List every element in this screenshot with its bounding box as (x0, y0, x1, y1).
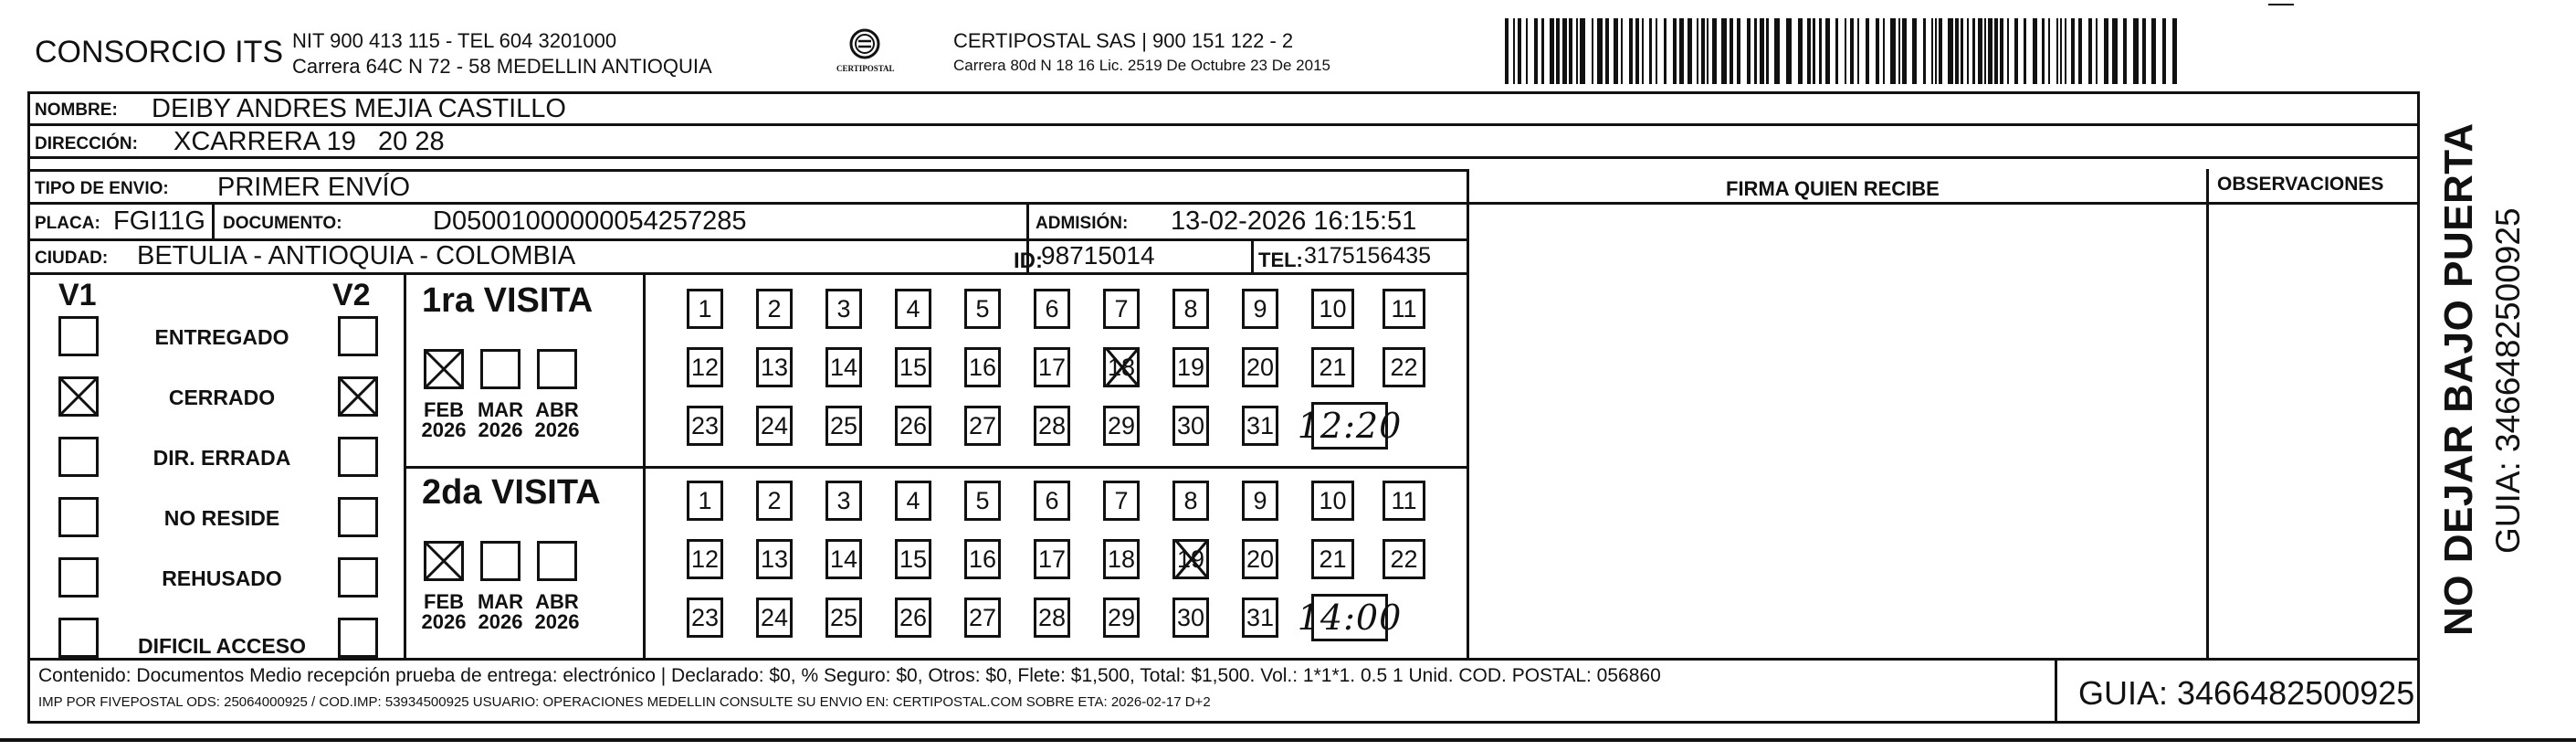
visit-2-day-7[interactable]: 7 (1103, 481, 1140, 521)
visit-2-day-27[interactable]: 27 (964, 598, 1001, 638)
visit-1-day-27[interactable]: 27 (964, 406, 1001, 446)
status-label-no-reside: NO RESIDE (163, 506, 280, 530)
barcode-bar (1786, 18, 1792, 84)
barcode-bar (1513, 18, 1515, 84)
v1-checkbox-cerrado[interactable] (58, 376, 99, 417)
signature-header: FIRMA QUIEN RECIBE (1726, 177, 1940, 200)
barcode-bar (2065, 18, 2066, 84)
barcode-bar (1766, 18, 1769, 84)
month-name: ABR (535, 398, 579, 421)
visit-2-day-1[interactable]: 1 (687, 481, 723, 521)
company-info-line1: NIT 900 413 115 - TEL 604 3201000 (292, 29, 617, 52)
barcode-bar (1845, 18, 1846, 84)
v1-checkbox-dificil-acceso[interactable] (58, 618, 99, 658)
visit-2-day-3[interactable]: 3 (825, 481, 862, 521)
barcode-bar (1518, 18, 1521, 84)
month-name: FEB (424, 398, 464, 421)
visit-2-day-17[interactable]: 17 (1034, 539, 1070, 579)
barcode-bar (1562, 18, 1567, 84)
barcode-bar (1697, 18, 1698, 84)
barcode-bar (1629, 18, 1633, 84)
visit-2-month-label (418, 592, 469, 632)
barcode-bar (1656, 18, 1657, 84)
visit-1-day-15[interactable]: 15 (895, 347, 931, 387)
company-info-line2: Carrera 64C N 72 - 58 MEDELLIN ANTIOQUIA (292, 55, 712, 78)
no-dejar-warning: NO DEJAR BAJO PUERTA (2436, 122, 2481, 636)
visit-1-day-14[interactable]: 14 (825, 347, 862, 387)
city-label: CIUDAD: (35, 249, 109, 268)
visit-2-day-8[interactable]: 8 (1172, 481, 1209, 521)
visit-1-day-12[interactable]: 12 (687, 347, 723, 387)
barcode-bar (2133, 18, 2139, 84)
barcode-bar (1912, 18, 1917, 84)
barcode-bar (1798, 18, 1803, 84)
v1-checkbox-entregado[interactable] (58, 316, 99, 356)
visit-1-day-13[interactable]: 13 (756, 347, 793, 387)
status-label-rehusado: REHUSADO (162, 566, 282, 590)
visit-2-month-checkbox-abr[interactable] (537, 541, 577, 581)
barcode-bar (2078, 18, 2082, 84)
month-name: MAR (477, 590, 524, 613)
status-label-entregado: ENTREGADO (154, 325, 289, 349)
visit-2-day-31[interactable]: 31 (1242, 598, 1278, 638)
v1-checkbox-rehusado[interactable] (58, 557, 99, 598)
visit-2-day-4[interactable]: 4 (895, 481, 931, 521)
tel-label: TEL: (1258, 249, 1303, 271)
visit-2-day-14[interactable]: 14 (825, 539, 862, 579)
visit-1-day-28[interactable]: 28 (1034, 406, 1070, 446)
barcode-bar (1978, 18, 1982, 84)
v2-checkbox-dificil-acceso[interactable] (338, 618, 378, 658)
visit-2-day-22[interactable]: 22 (1383, 539, 1425, 579)
id-value: 98715014 (1041, 241, 1155, 270)
visit-1-day-5[interactable]: 5 (964, 289, 1001, 329)
visit-1-month-checkbox-mar[interactable] (480, 349, 520, 389)
month-year: 2026 (421, 418, 467, 441)
month-year: 2026 (478, 610, 523, 633)
barcode-bar (1664, 18, 1667, 84)
barcode-bar (1876, 18, 1879, 84)
name-label: NOMBRE: (35, 100, 118, 120)
month-year: 2026 (534, 418, 580, 441)
barcode-bar (1580, 18, 1585, 84)
visit-1-day-31[interactable]: 31 (1242, 406, 1278, 446)
month-name: ABR (535, 590, 579, 613)
carrier-info-line2: Carrera 80d N 18 16 Lic. 2519 De Octubre 23 De 2015 (953, 57, 1330, 74)
barcode-bar (1556, 18, 1560, 84)
visit-2-day-19[interactable]: 19 (1172, 539, 1209, 579)
barcode-bar (1592, 18, 1593, 84)
v2-checkbox-dir-errada[interactable] (338, 437, 378, 477)
barcode-bar (1550, 18, 1554, 84)
barcode-bar (1967, 18, 1969, 84)
barcode-bar (1931, 18, 1933, 84)
barcode-bar (2123, 18, 2127, 84)
visit-1-month-checkbox-abr[interactable] (537, 349, 577, 389)
barcode-bar (1679, 18, 1684, 84)
barcode-bar (1813, 18, 1815, 84)
visit-2-day-5[interactable]: 5 (964, 481, 1001, 521)
barcode-bar (1807, 18, 1811, 84)
visit-1-day-29[interactable]: 29 (1103, 406, 1140, 446)
visit-1-day-9[interactable]: 9 (1242, 289, 1278, 329)
barcode-bar (2014, 18, 2018, 84)
visit-2-day-20[interactable]: 20 (1242, 539, 1278, 579)
v1-checkbox-no-reside[interactable] (58, 497, 99, 537)
visit-2-month-label (531, 592, 583, 632)
visit-2-month-label (475, 592, 526, 632)
month-year: 2026 (421, 610, 467, 633)
barcode-bar (2024, 18, 2026, 84)
month-name: FEB (424, 590, 464, 613)
barcode-bar (1948, 18, 1953, 84)
barcode-bar (1984, 18, 1986, 84)
footer-guide-number: GUIA: 3466482500925 (2078, 674, 2415, 712)
v2-checkbox-rehusado[interactable] (338, 557, 378, 598)
barcode-bar (1923, 18, 1926, 84)
barcode-bar (2104, 18, 2108, 84)
barcode-bar (1825, 18, 1830, 84)
visit-2-day-30[interactable]: 30 (1172, 598, 1209, 638)
barcode-bar (1605, 18, 1609, 84)
visit-2-day-15[interactable]: 15 (895, 539, 931, 579)
barcode-bar (2142, 18, 2146, 84)
barcode-bar (1701, 18, 1705, 84)
barcode-bar (2056, 18, 2058, 84)
visit-1-month-checkbox-feb[interactable] (424, 349, 464, 389)
visit-2-day-25[interactable]: 25 (825, 598, 862, 638)
tel-value: 3175156435 (1304, 243, 1432, 269)
barcode-bar (2162, 18, 2166, 84)
visit-1-title: 1ra VISITA (422, 281, 594, 320)
barcode-bar (1526, 18, 1528, 84)
visit-1-day-26[interactable]: 26 (895, 406, 931, 446)
barcode (1505, 18, 2182, 84)
visit-2-day-21[interactable]: 21 (1311, 539, 1354, 579)
visit-1-day-21[interactable]: 21 (1311, 347, 1354, 387)
visit-2-day-24[interactable]: 24 (756, 598, 793, 638)
visit-2-day-28[interactable]: 28 (1034, 598, 1070, 638)
visit-1-day-8[interactable]: 8 (1172, 289, 1209, 329)
visit-2-day-23[interactable]: 23 (687, 598, 723, 638)
month-year: 2026 (478, 418, 523, 441)
month-name: MAR (477, 398, 524, 421)
barcode-bar (2112, 18, 2118, 84)
visit-1-day-25[interactable]: 25 (825, 406, 862, 446)
month-year: 2026 (534, 610, 580, 633)
visit-1-month-label (531, 400, 583, 440)
address-label: DIRECCIÓN: (35, 134, 138, 153)
barcode-bar (1730, 18, 1733, 84)
visit-1-day-19[interactable]: 19 (1172, 347, 1209, 387)
barcode-bar (2071, 18, 2075, 84)
document-label: DOCUMENTO: (223, 214, 342, 233)
barcode-bar (1961, 18, 1963, 84)
barcode-bar (1614, 18, 1618, 84)
admission-value: 13-02-2026 16:15:51 (1171, 206, 1417, 236)
plate-label: PLACA: (35, 214, 100, 233)
observations-header: OBSERVACIONES (2217, 174, 2384, 195)
barcode-bar (2151, 18, 2156, 84)
barcode-bar (1972, 18, 1975, 84)
print-line: IMP POR FIVEPOSTAL ODS: 25064000925 / COD.IMP: 53934500925 USUARIO: OPERACIONES MEDELLIN CONSULTE SU ENVIO EN: CERTIPOSTAL.COM SOBRE ETA: 2026-02-17 D+2 (38, 694, 1211, 710)
barcode-bar (1721, 18, 1727, 84)
barcode-bar (2060, 18, 2062, 84)
barcode-bar (1569, 18, 1572, 84)
visit-2-day-26[interactable]: 26 (895, 598, 931, 638)
admission-label: ADMISIÓN: (1036, 214, 1129, 233)
barcode-bar (1576, 18, 1578, 84)
visit-2-day-12[interactable]: 12 (687, 539, 723, 579)
visit-1-day-18[interactable]: 18 (1103, 347, 1140, 387)
barcode-bar (1902, 18, 1907, 84)
visit-2-day-18[interactable]: 18 (1103, 539, 1140, 579)
send-type: PRIMER ENVÍO (217, 173, 411, 202)
visit-1-day-16[interactable]: 16 (964, 347, 1001, 387)
barcode-bar (2033, 18, 2037, 84)
barcode-bar (1835, 18, 1838, 84)
barcode-bar (1505, 18, 1509, 84)
status-label-dir-errada: DIR. ERRADA (152, 446, 291, 470)
visit-2-time[interactable]: 14:00 (1311, 594, 1388, 641)
barcode-bar (1898, 18, 1900, 84)
visit-1-day-3[interactable]: 3 (825, 289, 862, 329)
visit-2-day-13[interactable]: 13 (756, 539, 793, 579)
visit-1-day-2[interactable]: 2 (756, 289, 793, 329)
v2-checkbox-no-reside[interactable] (338, 497, 378, 537)
visit-2-day-11[interactable]: 11 (1383, 481, 1425, 521)
visit-1-month-label (418, 400, 469, 440)
visit-1-day-20[interactable]: 20 (1242, 347, 1278, 387)
visit-2-month-checkbox-mar[interactable] (480, 541, 520, 581)
barcode-bar (2096, 18, 2098, 84)
company-name: CONSORCIO ITS (35, 35, 284, 69)
send-type-label: TIPO DE ENVIO: (35, 179, 169, 198)
barcode-bar (1707, 18, 1709, 84)
barcode-bar (1988, 18, 1992, 84)
barcode-bar (1737, 18, 1740, 84)
barcode-bar (1688, 18, 1692, 84)
barcode-bar (2088, 18, 2092, 84)
visit-2-day-2[interactable]: 2 (756, 481, 793, 521)
barcode-bar (1890, 18, 1896, 84)
visit-1-day-23[interactable]: 23 (687, 406, 723, 446)
barcode-bar (1939, 18, 1942, 84)
visit-1-day-24[interactable]: 24 (756, 406, 793, 446)
visit-1-day-17[interactable]: 17 (1034, 347, 1070, 387)
visit-2-day-10[interactable]: 10 (1311, 481, 1354, 521)
visit-2-month-checkbox-feb[interactable] (424, 541, 464, 581)
barcode-bar (1635, 18, 1639, 84)
barcode-bar (1534, 18, 1538, 84)
visit-1-day-11[interactable]: 11 (1383, 289, 1425, 329)
visit-1-month-label (475, 400, 526, 440)
visit-1-day-22[interactable]: 22 (1383, 347, 1425, 387)
visit-2-day-16[interactable]: 16 (964, 539, 1001, 579)
barcode-bar (1857, 18, 1859, 84)
recipient-address: XCARRERA 19 20 28 (173, 127, 445, 156)
barcode-bar (1866, 18, 1869, 84)
barcode-bar (1935, 18, 1937, 84)
v1-label: V1 (58, 278, 97, 312)
visit-1-day-10[interactable]: 10 (1311, 289, 1354, 329)
visit-2-day-9[interactable]: 9 (1242, 481, 1278, 521)
content-line: Contenido: Documentos Medio recepción prueba de entrega: electrónico | Declarado: $0, % Seguro: $0, Otros: $0, Flete: $1,500, Total: $1,500. Vol.: 1*1*1. 0.5 1 Unid. COD. POSTAL: 056860 (38, 665, 1661, 686)
barcode-bar (2172, 18, 2177, 84)
bottom-edge-line (0, 738, 2576, 742)
city-value: BETULIA - ANTIOQUIA - COLOMBIA (137, 241, 576, 270)
v2-label: V2 (332, 278, 371, 312)
recipient-name: DEIBY ANDRES MEJIA CASTILLO (152, 94, 566, 123)
barcode-bar (2007, 18, 2009, 84)
barcode-bar (1994, 18, 1998, 84)
v1-checkbox-dir-errada[interactable] (58, 437, 99, 477)
visit-2-day-6[interactable]: 6 (1034, 481, 1070, 521)
carrier-info-line1: CERTIPOSTAL SAS | 900 151 122 - 2 (953, 29, 1294, 52)
visit-1-day-6[interactable]: 6 (1034, 289, 1070, 329)
visit-1-day-30[interactable]: 30 (1172, 406, 1209, 446)
barcode-bar (1642, 18, 1644, 84)
barcode-bar (1597, 18, 1603, 84)
barcode-bar (1819, 18, 1822, 84)
side-guide-number: GUIA: 3466482500925 (2489, 207, 2527, 554)
barcode-bar (1541, 18, 1544, 84)
visit-2-day-29[interactable]: 29 (1103, 598, 1140, 638)
id-label: ID: (1014, 249, 1043, 273)
barcode-bar (1883, 18, 1885, 84)
barcode-bar (1774, 18, 1780, 84)
barcode-bar (1754, 18, 1757, 84)
barcode-bar (2042, 18, 2045, 84)
visit-1-day-1[interactable]: 1 (687, 289, 723, 329)
status-label-dificil-acceso: DIFICIL ACCESO (137, 634, 306, 658)
barcode-bar (2000, 18, 2003, 84)
visit-2-title: 2da VISITA (422, 473, 601, 512)
barcode-bar (1673, 18, 1677, 84)
document-value: D05001000000054257285 (433, 206, 747, 236)
certipostal-logo-text: CERTIPOSTAL (836, 64, 895, 73)
v2-checkbox-entregado[interactable] (338, 316, 378, 356)
barcode-bar (1760, 18, 1764, 84)
visit-1-time[interactable]: 12:20 (1311, 402, 1388, 450)
barcode-bar (1649, 18, 1652, 84)
visit-1-day-4[interactable]: 4 (895, 289, 931, 329)
visit-1-day-7[interactable]: 7 (1103, 289, 1140, 329)
barcode-bar (1712, 18, 1717, 84)
top-edge-mark (2268, 4, 2294, 5)
barcode-bar (1621, 18, 1623, 84)
status-label-cerrado: CERRADO (168, 386, 276, 409)
plate-value: FGI11G (113, 206, 205, 236)
barcode-bar (2048, 18, 2050, 84)
barcode-bar (1747, 18, 1751, 84)
barcode-bar (1850, 18, 1854, 84)
barcode-bar (1955, 18, 1959, 84)
v2-checkbox-cerrado[interactable] (338, 376, 378, 417)
